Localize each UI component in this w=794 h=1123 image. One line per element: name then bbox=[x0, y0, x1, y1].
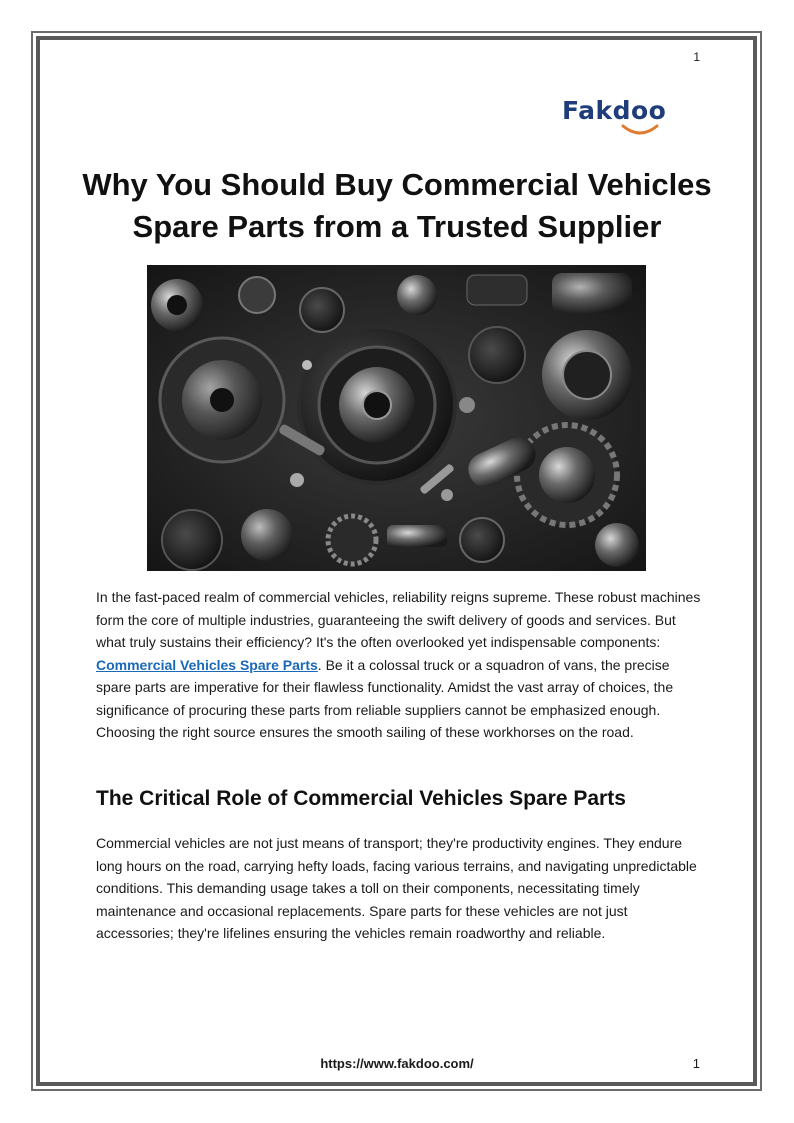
section-heading: The Critical Role of Commercial Vehicles Spare Parts bbox=[96, 787, 626, 810]
spare-parts-illustration bbox=[147, 265, 646, 571]
smile-icon bbox=[620, 124, 660, 136]
article-title: Why You Should Buy Commercial Vehicles Spare Parts from a Trusted Supplier bbox=[82, 167, 712, 244]
page-number-top: 1 bbox=[693, 50, 700, 64]
brand-logo[interactable] bbox=[562, 96, 692, 140]
logo-wordmark: Fakdoo bbox=[562, 96, 667, 125]
intro-paragraph bbox=[96, 586, 702, 744]
section-paragraph: Commercial vehicles are not just means of transport; they're productivity engines. They endure long hours on the road, carrying hefty loads, facing various terrains, and navigating unpredictable conditions. This demanding usage takes a toll on their components, necessitating timely maintenance and occasional replacements. Spare parts for these vehicles are not just accessories; they're lifelines ensuring the vehicles remain roadworthy and reliable. bbox=[96, 835, 697, 941]
hero-image bbox=[147, 265, 646, 571]
footer-url[interactable]: https://www.fakdoo.com/ bbox=[320, 1056, 474, 1071]
spare-parts-link[interactable]: Commercial Vehicles Spare Parts bbox=[96, 656, 318, 673]
intro-text-start: In the fast-paced realm of commercial vehicles, reliability reigns supreme. These robust machines form the core of multiple industries, guaranteeing the swift delivery of goods and services. But what truly sustains their efficiency? It's the often overlooked yet indispensable components: bbox=[96, 589, 701, 650]
intro-text-end: . Be it a colossal truck or a squadron of vans, the precise spare parts are imperative for their flawless functionality. Amidst the vast array of choices, the significance of procuring these parts from reliable suppliers cannot be emphasized enough. Choosing the right source ensures the smooth sailing of these workhorses on the road. bbox=[96, 656, 674, 740]
page-number-bottom: 1 bbox=[692, 1056, 700, 1071]
